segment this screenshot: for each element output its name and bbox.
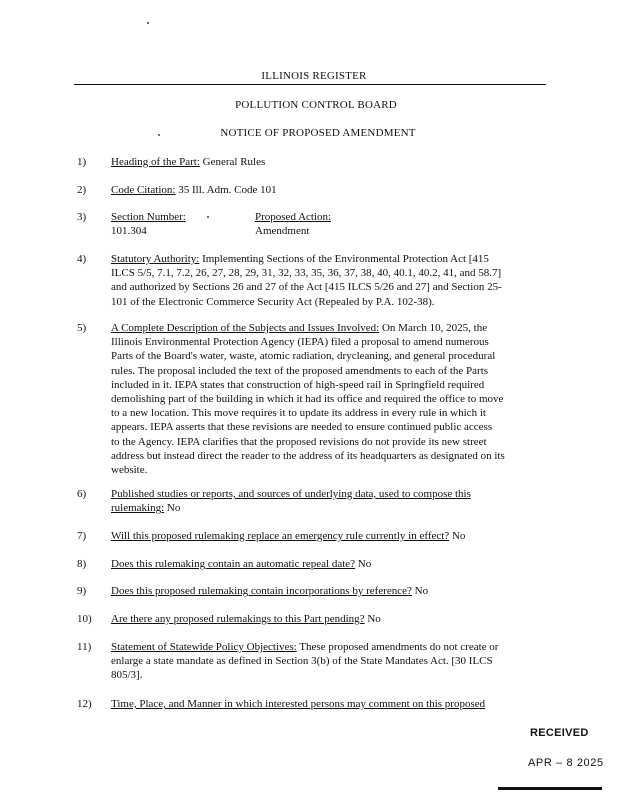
scan-speck (207, 216, 209, 218)
item-body (111, 557, 547, 571)
item-value: No (355, 558, 372, 570)
item-label: Does this rulemaking contain an automatic repeal date? (111, 558, 356, 570)
item-label: Code Citation: (111, 184, 176, 196)
item-label: Will this proposed rulemaking replace an emergency rule currently in effect? (111, 530, 450, 542)
item-number: 12) (77, 698, 92, 710)
item-label: A Complete Description of the Subjects and Issues Involved: (111, 322, 380, 334)
body-line: Parts of the Board's water, waste, atomic radiation, drycleaning, and general procedural (111, 350, 496, 363)
item-label: rulemaking: (111, 502, 165, 515)
notice-title: NOTICE OF PROPOSED AMENDMENT (220, 127, 416, 139)
proposed-action-value: Amendment (255, 225, 310, 238)
item-label: Published studies or reports, and sources of underlying data, used to compose this (111, 488, 471, 500)
item-label: Statutory Authority: (111, 253, 200, 265)
item-number: 1) (77, 156, 87, 168)
received-date-stamp: APR – 8 2025 (528, 757, 604, 769)
item-number: 11) (77, 641, 92, 653)
item-number: 7) (77, 530, 87, 542)
received-stamp: RECEIVED (530, 727, 589, 739)
item-body (111, 321, 547, 477)
footer-rule (498, 787, 602, 790)
body-line: Illinois Environmental Protection Agency (IEPA) filed a proposal to amend numerous (111, 336, 489, 349)
body-line: 805/3]. (111, 669, 143, 682)
item-value: No (449, 530, 466, 542)
body-line: ILCS 5/5, 7.1, 7.2, 26, 27, 28, 29, 31, 32, 33, 35, 36, 37, 38, 40, 40.1, 40.2, 41, and 58.7] (111, 267, 502, 280)
body-line: appears. IEPA asserts that these revisions are needed to ensure continued public access (111, 421, 493, 434)
item-body (111, 183, 547, 197)
item-label: Are there any proposed rulemakings to this Part pending? (111, 613, 365, 625)
scan-speck (147, 22, 149, 24)
header-rule (74, 84, 546, 85)
item-number: 6) (77, 488, 87, 500)
item-label: Time, Place, and Manner in which interested persons may comment on this proposed (111, 698, 486, 710)
proposed-action (255, 210, 331, 238)
item-value: No (364, 613, 381, 625)
body-line: website. (111, 464, 148, 477)
item-label: Heading of the Part: (111, 156, 200, 168)
item-number: 9) (77, 585, 87, 597)
item-body (111, 210, 251, 238)
body-line: On March 10, 2025, the (379, 322, 488, 334)
body-line: address but instead direct the reader to the address of its headquarters as designated on its (111, 449, 505, 462)
body-line: These proposed amendments do not create or (296, 641, 499, 653)
item-body (111, 612, 547, 626)
body-line: included in it. IEPA states that construction of high-speed rail in Springfield required (111, 378, 485, 391)
item-number: 5) (77, 322, 87, 334)
item-body (111, 487, 547, 515)
body-line: demolishing part of the building in which it had its office and required the office to move (111, 393, 504, 406)
item-number: 8) (77, 558, 87, 570)
item-body (111, 640, 547, 683)
body-line: to a new location. This move requires it to update its address in every rule in which it (111, 407, 486, 420)
item-value: No (411, 585, 429, 597)
item-value: 35 Ill. Adm. Code 101 (175, 184, 277, 196)
item-number: 4) (77, 253, 87, 265)
item-label: Does this proposed rulemaking contain incorporations by reference? (111, 585, 412, 597)
item-body (111, 697, 547, 711)
proposed-action-label: Proposed Action: (255, 211, 332, 223)
body-line: rules. The proposal included the text of the proposed amendments to each of the Parts (111, 364, 489, 377)
item-number: 3) (77, 211, 87, 223)
register-title: ILLINOIS REGISTER (261, 70, 367, 82)
item-value: General Rules (199, 156, 266, 168)
section-number-value: 101.304 (111, 225, 147, 238)
body-line: 101 of the Electronic Commerce Security Act (Repealed by P.A. 102-38). (111, 295, 435, 308)
item-body (111, 252, 547, 309)
item-body (111, 155, 547, 169)
section-number-label: Section Number: (111, 211, 186, 223)
item-label: Statement of Statewide Policy Objectives: (111, 641, 297, 653)
body-line: to the Agency. IEPA clarifies that the proposed revisions do not provide its new street (111, 435, 487, 448)
item-number: 10) (77, 613, 92, 625)
board-title: POLLUTION CONTROL BOARD (235, 99, 397, 111)
item-body (111, 584, 547, 598)
body-line: enlarge a state mandate as defined in Section 3(b) of the State Mandates Act. [30 ILCS (111, 655, 493, 668)
item-number: 2) (77, 184, 87, 196)
body-line: Implementing Sections of the Environmental Protection Act [415 (199, 253, 489, 265)
item-value: No (164, 502, 181, 515)
body-line: and authorized by Sections 26 and 27 of the Act [415 ILCS 5/26 and 27] and Section 25- (111, 281, 502, 294)
item-body (111, 529, 547, 543)
